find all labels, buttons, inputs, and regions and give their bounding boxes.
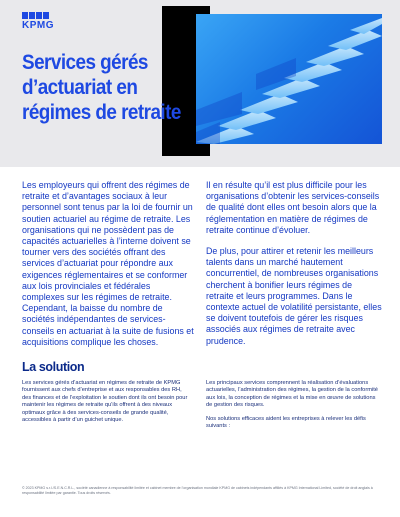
kpmg-logo-text: KPMG	[22, 20, 54, 31]
solution-right-paragraph-1: Les principaux services comprennent la réalisation d’évaluations actuarielles, l’administration des régimes, la gestion de la conformité aux lois, la conception de régimes et la mise en œuvre de solutions de gestion des risques.	[206, 380, 378, 409]
title-line-1: Services gérés	[22, 51, 148, 74]
kpmg-logo	[22, 12, 60, 34]
ascending-stairs-illustration-icon	[196, 14, 382, 144]
intro-left-column	[22, 180, 194, 358]
intro-right-paragraph-2: De plus, pour attirer et retenir les meilleurs talents dans un marché hautement concurrentiel, de nombreuses organisations cherchent à bonifier leurs régimes de retraite et leurs programmes. Dans le contexte actuel de volatilité persistante, elles se doivent toutefois de gérer les risques associés aux régimes de retraite avec prudence.	[206, 246, 382, 346]
intro-right-column	[206, 180, 382, 357]
intro-right-paragraph-1: Il en résulte qu’il est plus difficile pour les organisations d’obtenir les services-conseils de qualité dont elles ont besoin alors que la réglementation en matière de régimes de retraite continue d’évoluer.	[206, 180, 380, 235]
title-line-3: régimes de retraite	[22, 101, 181, 124]
page-title	[22, 50, 181, 125]
solution-left-column	[22, 380, 192, 430]
intro-left-paragraph: Les employeurs qui offrent des régimes de retraite et d’avantages sociaux à leur personnel sont tenus par la loi de fournir un soutien actuariel au régime de retraite. Les organisations qui ne possèdent pas de capacités actuarielles à l’interne doivent se tourner vers des sociétés offrant des services d’actuariat pour répondre aux exigences réglementaires et se conformer aux lois provinciales et fédérales complexes sur les régimes de retraite. Cependant, la baisse du nombre de sociétés indépendantes de services-conseils en actuariat à la suite de fusions et acquisitions complique les choses.	[22, 180, 194, 347]
footer-legal-text: © 2023 KPMG s.r.l./S.E.N.C.R.L., société canadienne à responsabilité limitée et cabinet membre de l’organisation mondiale KPMG de cabinets indépendants affiliés à KPMG International Limited, société de droit anglais à responsabilité limitée par garantie. Tous droits réservés.	[22, 486, 373, 495]
solution-left-paragraph: Les services gérés d’actuariat en régimes de retraite de KPMG fournissent aux chefs d’entreprise et aux responsables des RH, des finances et de l’exploitation le soutien dont ils ont besoin pour maintenir les régimes de retraite qu’ils offrent à des niveaux optimaux grâce à des services-conseils de grande qualité, accessibles à partir d’un guichet unique.	[22, 380, 188, 424]
solution-right-paragraph-2: Nos solutions efficaces aident les entreprises à relever les défis suivants :	[206, 415, 366, 430]
hero-banner	[0, 0, 400, 167]
stairs-svg	[196, 14, 382, 144]
solution-heading: La solution	[22, 360, 85, 374]
title-line-2: d’actuariat en	[22, 76, 138, 99]
solution-right-column	[206, 380, 382, 436]
kpmg-logo-boxes	[22, 12, 60, 19]
